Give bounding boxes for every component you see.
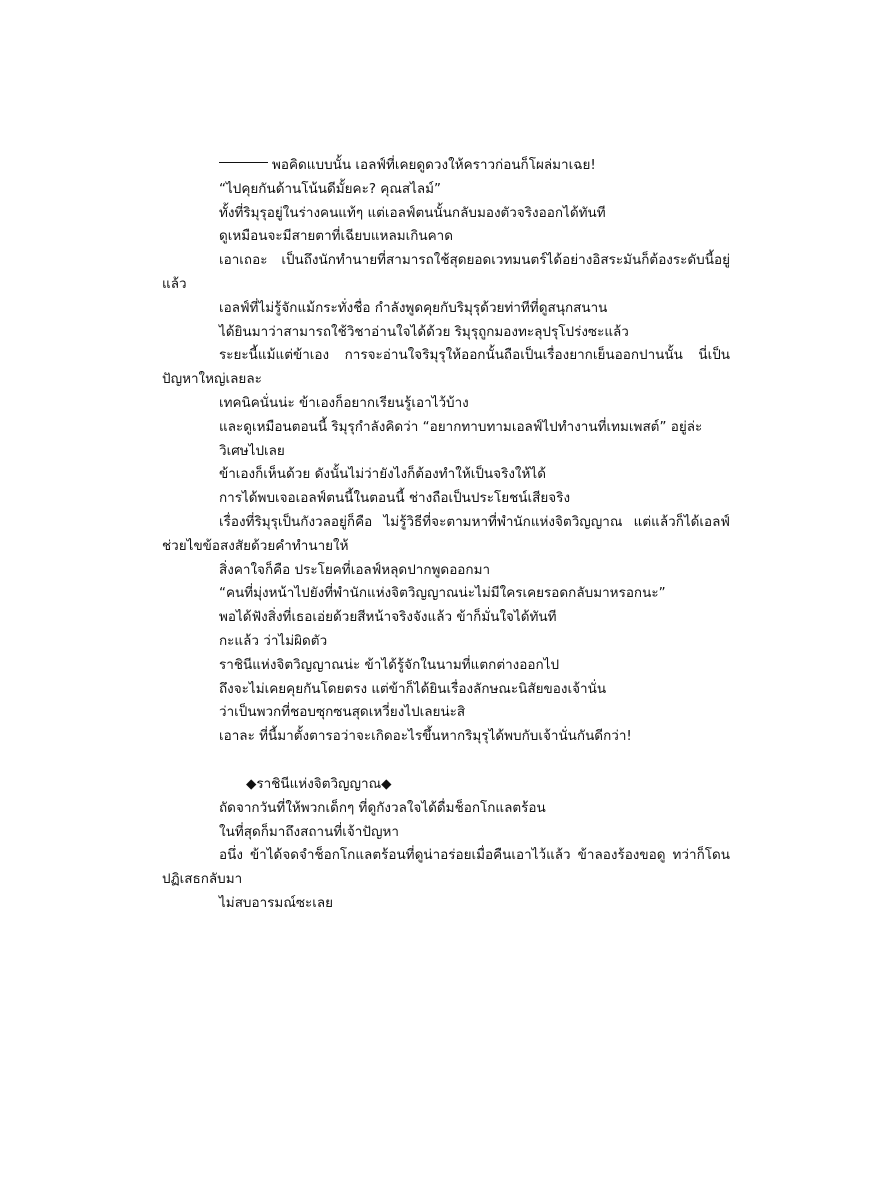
paragraph: ว่าเป็นพวกที่ชอบซุกซนสุดเหวี่ยงไปเลยน่ะสิ [219,704,466,721]
document-body [162,154,730,916]
paragraph: อนึ่ง ข้าได้จดจำช็อกโกแลตร้อนที่ดูน่าอร่อยเมื่อคืนเอาไว้แล้ว ข้าลองร้องขอดู ทว่าก็โดนปฏิเสธกลับมา [162,847,730,888]
paragraph: เรื่องที่ริมุรุเป็นกังวลอยู่ก็คือ ไม่รู้วิธีที่จะตามหาที่พำนักแห่งจิตวิญญาณ แต่แล้วก็ได้เอลฟ์ช่วยไขข้อสงสัยด้วยคำทำนายให้ [162,513,730,554]
paragraph: วิเศษไปเลย [219,442,285,459]
paragraph [162,154,730,178]
section-heading: ◆ราชินีแห่งจิตวิญญาณ◆ [246,775,392,792]
paragraph: ราชินีแห่งจิตวิญญาณน่ะ ข้าได้รู้จักในนามที่แตกต่างออกไป [219,656,560,673]
paragraph: สิ่งคาใจก็คือ ประโยคที่เอลฟ์หลุดปากพูดออกมา [219,561,491,578]
paragraph: ในที่สุดก็มาถึงสถานที่เจ้าปัญหา [219,823,399,840]
paragraph: ทั้งที่ริมุรุอยู่ในร่างคนแท้ๆ แต่เอลฟ์ตนนั้นกลับมองตัวจริงออกได้ทันที [219,204,606,221]
paragraph: เอลฟ์ที่ไม่รู้จักแม้กระทั่งชื่อ กำลังพูดคุยกับริมุรุด้วยท่าทีที่ดูสนุกสนาน [219,299,608,316]
paragraph: ระยะนี้แม้แต่ข้าเอง การจะอ่านใจริมุรุให้ออกนั้นถือเป็นเรื่องยากเย็นออกปานนั้น นี่เป็นปัญหาใหญ่เลยละ [162,347,730,388]
paragraph: “คนที่มุ่งหน้าไปยังที่พำนักแห่งจิตวิญญาณน่ะไม่มีใครเคยรอดกลับมาหรอกนะ” [219,585,666,602]
paragraph: พอได้ฟังสิ่งที่เธอเอ่ยด้วยสีหน้าจริงจังแล้ว ข้าก็มั่นใจได้ทันที [219,609,557,626]
paragraph: เทคนิคนั่นน่ะ ข้าเองก็อยากเรียนรู้เอาไว้บ้าง [219,394,469,411]
paragraph: ได้ยินมาว่าสามารถใช้วิชาอ่านใจได้ด้วย ริมุรุถูกมองทะลุปรุโปร่งซะแล้ว [219,323,629,340]
paragraph: ถึงจะไม่เคยคุยกันโดยตรง แต่ข้าก็ได้ยินเรื่องลักษณะนิสัยของเจ้านั่น [219,680,607,697]
em-dash-rule [219,162,268,163]
paragraph: ข้าเองก็เห็นด้วย ดังนั้นไม่ว่ายังไงก็ต้องทำให้เป็นจริงให้ได้ [219,466,546,483]
section-gap [162,749,730,773]
paragraph: การได้พบเจอเอลฟ์ตนนี้ในตอนนี้ ช่างถือเป็นประโยชน์เสียจริง [219,490,571,507]
paragraph: ดูเหมือนจะมีสายตาที่เฉียบแหลมเกินคาด [219,228,454,245]
paragraph: เอาละ ที่นี้มาตั้งตารอว่าจะเกิดอะไรขึ้นหากริมุรุได้พบกับเจ้านั่นกันดีกว่า! [219,728,632,745]
paragraph: กะแล้ว ว่าไม่ผิดตัว [219,632,328,649]
paragraph: ถัดจากวันที่ให้พวกเด็กๆ ที่ดูกังวลใจได้ดื่มช็อกโกแลตร้อน [219,799,546,816]
paragraph: ไม่สบอารมณ์ซะเลย [219,894,334,911]
paragraph: เอาเถอะ เป็นถึงนักทำนายที่สามารถใช้สุดยอดเวทมนตร์ได้อย่างอิสระมันก็ต้องระดับนี้อยู่แล้ว [162,252,730,292]
paragraph-text: พอคิดแบบนั้น เอลฟ์ที่เคยดูดวงให้คราวก่อนก็โผล่มาเฉย! [272,157,596,173]
paragraph: และดูเหมือนตอนนี้ ริมุรุกำลังคิดว่า “อยากทาบทามเอลฟ์ไปทำงานที่เทมเพสต์” อยู่ล่ะ [219,418,703,435]
paragraph: “ไปคุยกันด้านโน้นดีมั้ยคะ? คุณสไลม์” [219,180,442,197]
